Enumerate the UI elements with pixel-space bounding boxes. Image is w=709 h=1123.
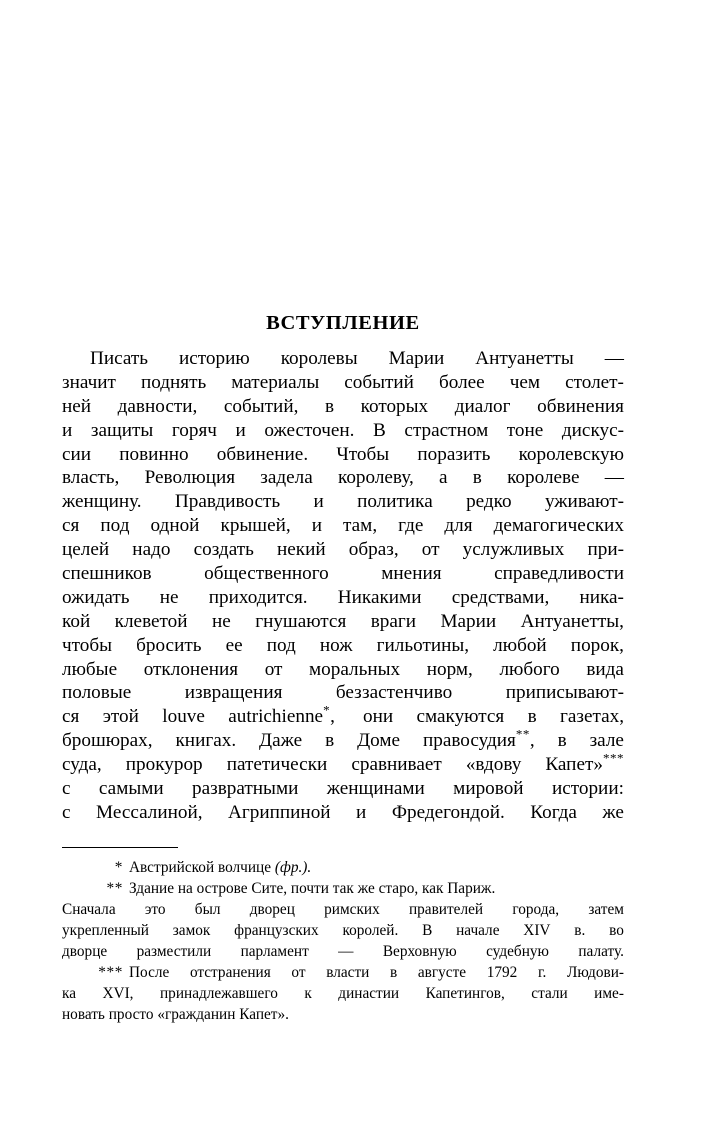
text-word: справедливости	[494, 563, 624, 585]
text-word: общественного	[204, 563, 329, 585]
text-word: это	[144, 901, 166, 918]
text-word: с	[62, 801, 71, 823]
text-word: а	[439, 467, 448, 489]
text-word: города,	[512, 901, 560, 918]
text-word: враги	[370, 610, 417, 632]
text-word: и	[313, 491, 324, 513]
footnote-separator	[62, 847, 178, 848]
text-word: и	[311, 515, 322, 537]
text-word: Верховную	[382, 943, 457, 960]
footnote-text: Здание на острове Сите, почти так же старо, как Париж.	[129, 880, 496, 897]
text-word: от	[421, 539, 440, 561]
text-word: значит	[62, 371, 116, 393]
footnote-line	[62, 962, 624, 983]
text-word: Капет»***	[545, 750, 624, 776]
text-word: не	[211, 610, 231, 632]
body-line	[62, 801, 624, 825]
text-word: надо	[132, 539, 171, 561]
text-word: королей.	[342, 922, 399, 939]
text-word: любые	[62, 658, 118, 680]
text-word: В	[373, 419, 386, 441]
text-word: После	[129, 964, 170, 981]
text-word: 1792	[486, 964, 518, 981]
text-word: бросить	[136, 634, 202, 656]
text-word: крышей,	[220, 515, 291, 537]
text-word: под	[100, 515, 130, 537]
text-word: —	[338, 943, 354, 960]
body-line	[62, 726, 624, 753]
text-word: диалог	[454, 395, 511, 417]
text-word: гильотины,	[376, 634, 470, 656]
text-word: же	[602, 801, 624, 823]
text-word: задела	[260, 467, 313, 489]
text-word: одной	[150, 515, 200, 537]
text-word: Писать	[90, 348, 149, 369]
text-word: извращения	[184, 682, 283, 704]
body-line	[62, 490, 624, 514]
body-line	[62, 750, 624, 777]
text-word: ожесточен.	[264, 419, 355, 441]
text-word: где	[398, 515, 424, 537]
text-word: политика	[357, 491, 433, 513]
text-word: патетически	[226, 754, 328, 776]
text-word: в	[389, 964, 398, 981]
text-word: вида	[586, 658, 624, 680]
text-word: был	[194, 901, 221, 918]
text-word: —	[604, 467, 624, 489]
text-word: —	[604, 348, 624, 369]
footnote-marker: *	[114, 859, 123, 876]
text-word: тоне	[506, 419, 544, 441]
text-word: беззастенчиво	[335, 682, 453, 704]
body-line	[62, 610, 624, 634]
text-word: Революция	[144, 467, 236, 489]
text-word: мнения	[381, 563, 442, 585]
footnote-reference[interactable]: **	[515, 726, 530, 742]
text-word: замок	[172, 922, 211, 939]
text-word: сравнивает	[351, 754, 442, 776]
text-word: французских	[234, 922, 319, 939]
text-word: давности,	[117, 395, 198, 417]
text-word: женщину.	[62, 491, 142, 513]
text-word: развратными	[192, 778, 299, 800]
footnote-line	[62, 857, 624, 878]
text-word: ожидать	[62, 586, 130, 608]
footnote-language-note: (фр.).	[274, 859, 312, 876]
text-word: моральных	[309, 658, 401, 680]
text-word: «вдову	[465, 754, 522, 776]
text-word: порок,	[570, 634, 624, 656]
text-word: Людови-	[567, 964, 624, 981]
text-word: этой	[102, 706, 139, 728]
text-word: и	[356, 801, 367, 823]
text-word: Мессалиной,	[96, 801, 203, 823]
footnote-line	[62, 941, 624, 962]
footnote-text: Австрийской волчице (фр.).	[129, 859, 312, 876]
text-word: Антуанетты	[475, 348, 574, 369]
text-word: суда,	[62, 754, 102, 776]
text-word: палату.	[578, 943, 624, 960]
text-word: под	[266, 634, 296, 656]
text-word: повинно	[119, 443, 189, 465]
text-word: книгах.	[175, 730, 237, 752]
text-word: XVI,	[102, 985, 134, 1002]
text-word: правосудия**,	[422, 726, 535, 752]
text-word: г.	[537, 964, 547, 981]
text-word: королеву,	[337, 467, 414, 489]
body-line	[62, 681, 624, 705]
text-word: истории:	[551, 778, 624, 800]
text-word: и	[235, 419, 246, 441]
text-word: клеветой	[114, 610, 188, 632]
body-line	[62, 777, 624, 801]
text-word: они	[363, 706, 394, 728]
text-word: име-	[594, 985, 624, 1002]
text-word: отстранения	[189, 964, 271, 981]
text-word: не	[159, 586, 179, 608]
text-word: смакуются	[416, 706, 505, 728]
text-word: обвинение.	[216, 443, 309, 465]
text-word: уживают-	[544, 491, 624, 513]
text-word: начале	[456, 922, 500, 939]
text-word: чтобы	[62, 634, 113, 656]
text-word: Чтобы	[336, 443, 390, 465]
text-word: принадлежавшего	[159, 985, 278, 1002]
text-word: ее	[225, 634, 243, 656]
footnote-reference[interactable]: *	[323, 702, 331, 718]
text-word: поднять	[140, 371, 207, 393]
body-line	[62, 419, 624, 443]
text-word: историю	[179, 348, 250, 369]
text-word: при-	[587, 539, 624, 561]
footnote-line: новать просто «гражданин Капет».	[62, 1006, 289, 1023]
body-paragraph	[62, 347, 624, 825]
footnote-line	[62, 920, 624, 941]
body-line	[62, 562, 624, 586]
text-word: которых	[360, 395, 429, 417]
text-word: в	[324, 395, 335, 417]
text-word: в	[527, 706, 537, 728]
text-word: Марии	[388, 348, 445, 369]
text-word: королевскую	[518, 443, 624, 465]
text-word: газетах,	[559, 706, 624, 728]
text-word: страстном	[404, 419, 489, 441]
text-word: Агриппиной	[228, 801, 331, 823]
text-word: событий,	[223, 395, 299, 417]
text-word: целей	[62, 539, 110, 561]
text-word: Капетингов,	[425, 985, 505, 1002]
text-word: нож	[319, 634, 353, 656]
text-word: чем	[509, 371, 541, 393]
text-word: прокурор	[125, 754, 203, 776]
text-word: Правдивость	[174, 491, 281, 513]
text-word: во	[609, 922, 624, 939]
text-word: в.	[574, 922, 586, 939]
text-word: норм,	[426, 658, 473, 680]
text-word: власть,	[62, 467, 120, 489]
text-word: любого	[499, 658, 560, 680]
body-line	[62, 443, 624, 467]
text-word: демагогических	[493, 515, 624, 537]
text-word: редко	[466, 491, 512, 513]
text-word: любой	[493, 634, 547, 656]
text-word: louve	[162, 706, 205, 728]
text-word: Фредегондой.	[391, 801, 505, 823]
text-word: для	[444, 515, 473, 537]
footnote-line	[62, 899, 624, 920]
text-word: стали	[531, 985, 568, 1002]
text-word: затем	[588, 901, 624, 918]
text-word: спешников	[62, 563, 152, 585]
body-line	[62, 371, 624, 395]
text-word: средствами,	[451, 586, 550, 608]
text-word: Доме	[357, 730, 401, 752]
text-word: зале	[589, 730, 624, 752]
text-word: от	[291, 964, 306, 981]
text-word: дворец	[249, 901, 295, 918]
text-word: образ,	[348, 539, 399, 561]
text-word: дворце	[62, 943, 108, 960]
text-word: защиты	[90, 419, 154, 441]
text-word: autrichienne*,	[228, 702, 340, 728]
text-word: с	[62, 778, 71, 800]
text-word: мировой	[453, 778, 524, 800]
text-word: судебную	[486, 943, 549, 960]
text-word: более	[438, 371, 485, 393]
text-word: в	[325, 730, 335, 752]
text-word: власти	[326, 964, 370, 981]
text-word: ка	[62, 985, 76, 1002]
footnote-block	[62, 857, 624, 1025]
text-word: половые	[62, 682, 132, 704]
text-word: ся	[62, 515, 80, 537]
text-word: брошюрах,	[62, 730, 153, 752]
text-word: XIV	[523, 922, 551, 939]
text-word: Марии	[440, 610, 497, 632]
text-word: горяч	[171, 419, 217, 441]
body-line	[62, 514, 624, 538]
body-line	[62, 634, 624, 658]
text-word: августе	[417, 964, 467, 981]
text-word: поразить	[417, 443, 491, 465]
body-line	[62, 658, 624, 682]
text-word: Сначала	[62, 901, 116, 918]
text-word: к	[304, 985, 312, 1002]
footnote-line	[62, 983, 624, 1004]
text-word: в	[557, 730, 567, 752]
text-word: римских	[324, 901, 380, 918]
text-word: Антуанетты,	[520, 610, 624, 632]
text-word: ника-	[579, 586, 624, 608]
text-word: В	[422, 922, 433, 939]
text-word: Даже	[259, 730, 303, 752]
text-word: королевы	[280, 348, 358, 369]
text-word: столет-	[565, 371, 624, 393]
footnote-reference[interactable]: ***	[602, 750, 624, 766]
text-word: от	[264, 658, 283, 680]
footnote-line	[62, 878, 624, 899]
text-word: гнушаются	[255, 610, 347, 632]
body-line	[62, 347, 624, 371]
text-word: дискус-	[561, 419, 624, 441]
text-word: ней	[62, 395, 92, 417]
text-word: Никакими	[337, 586, 422, 608]
text-word: обвинения	[537, 395, 624, 417]
text-word: сии	[62, 443, 92, 465]
text-word: приписывают-	[505, 682, 624, 704]
footnote-marker: **	[106, 880, 123, 897]
text-word: в	[472, 467, 482, 489]
text-word: некий	[277, 539, 326, 561]
text-word: женщинами	[326, 778, 425, 800]
text-word: отклонения	[143, 658, 239, 680]
text-word: династии	[338, 985, 400, 1002]
text-word: ся	[62, 706, 80, 728]
text-word: и	[62, 419, 73, 441]
footnote-text	[129, 962, 624, 983]
page-title: ВСТУПЛЕНИЕ	[266, 311, 420, 334]
body-line	[62, 538, 624, 562]
text-word: там,	[343, 515, 378, 537]
text-word: укрепленный	[62, 922, 149, 939]
text-word: приходится.	[208, 586, 308, 608]
text-word: кой	[62, 610, 91, 632]
text-word: создать	[193, 539, 254, 561]
text-word: услужливых	[462, 539, 565, 561]
text-word: Когда	[530, 801, 577, 823]
text-word: королеве	[507, 467, 580, 489]
text-word: разместили	[136, 943, 212, 960]
text-word: самыми	[98, 778, 164, 800]
body-line	[62, 466, 624, 490]
footnote-marker: ***	[98, 964, 123, 981]
text-word: событий	[344, 371, 414, 393]
text-word: материалы	[231, 371, 320, 393]
body-line	[62, 395, 624, 419]
body-line	[62, 702, 624, 729]
body-line	[62, 586, 624, 610]
text-word: парламент	[240, 943, 309, 960]
text-word: правителей	[408, 901, 484, 918]
